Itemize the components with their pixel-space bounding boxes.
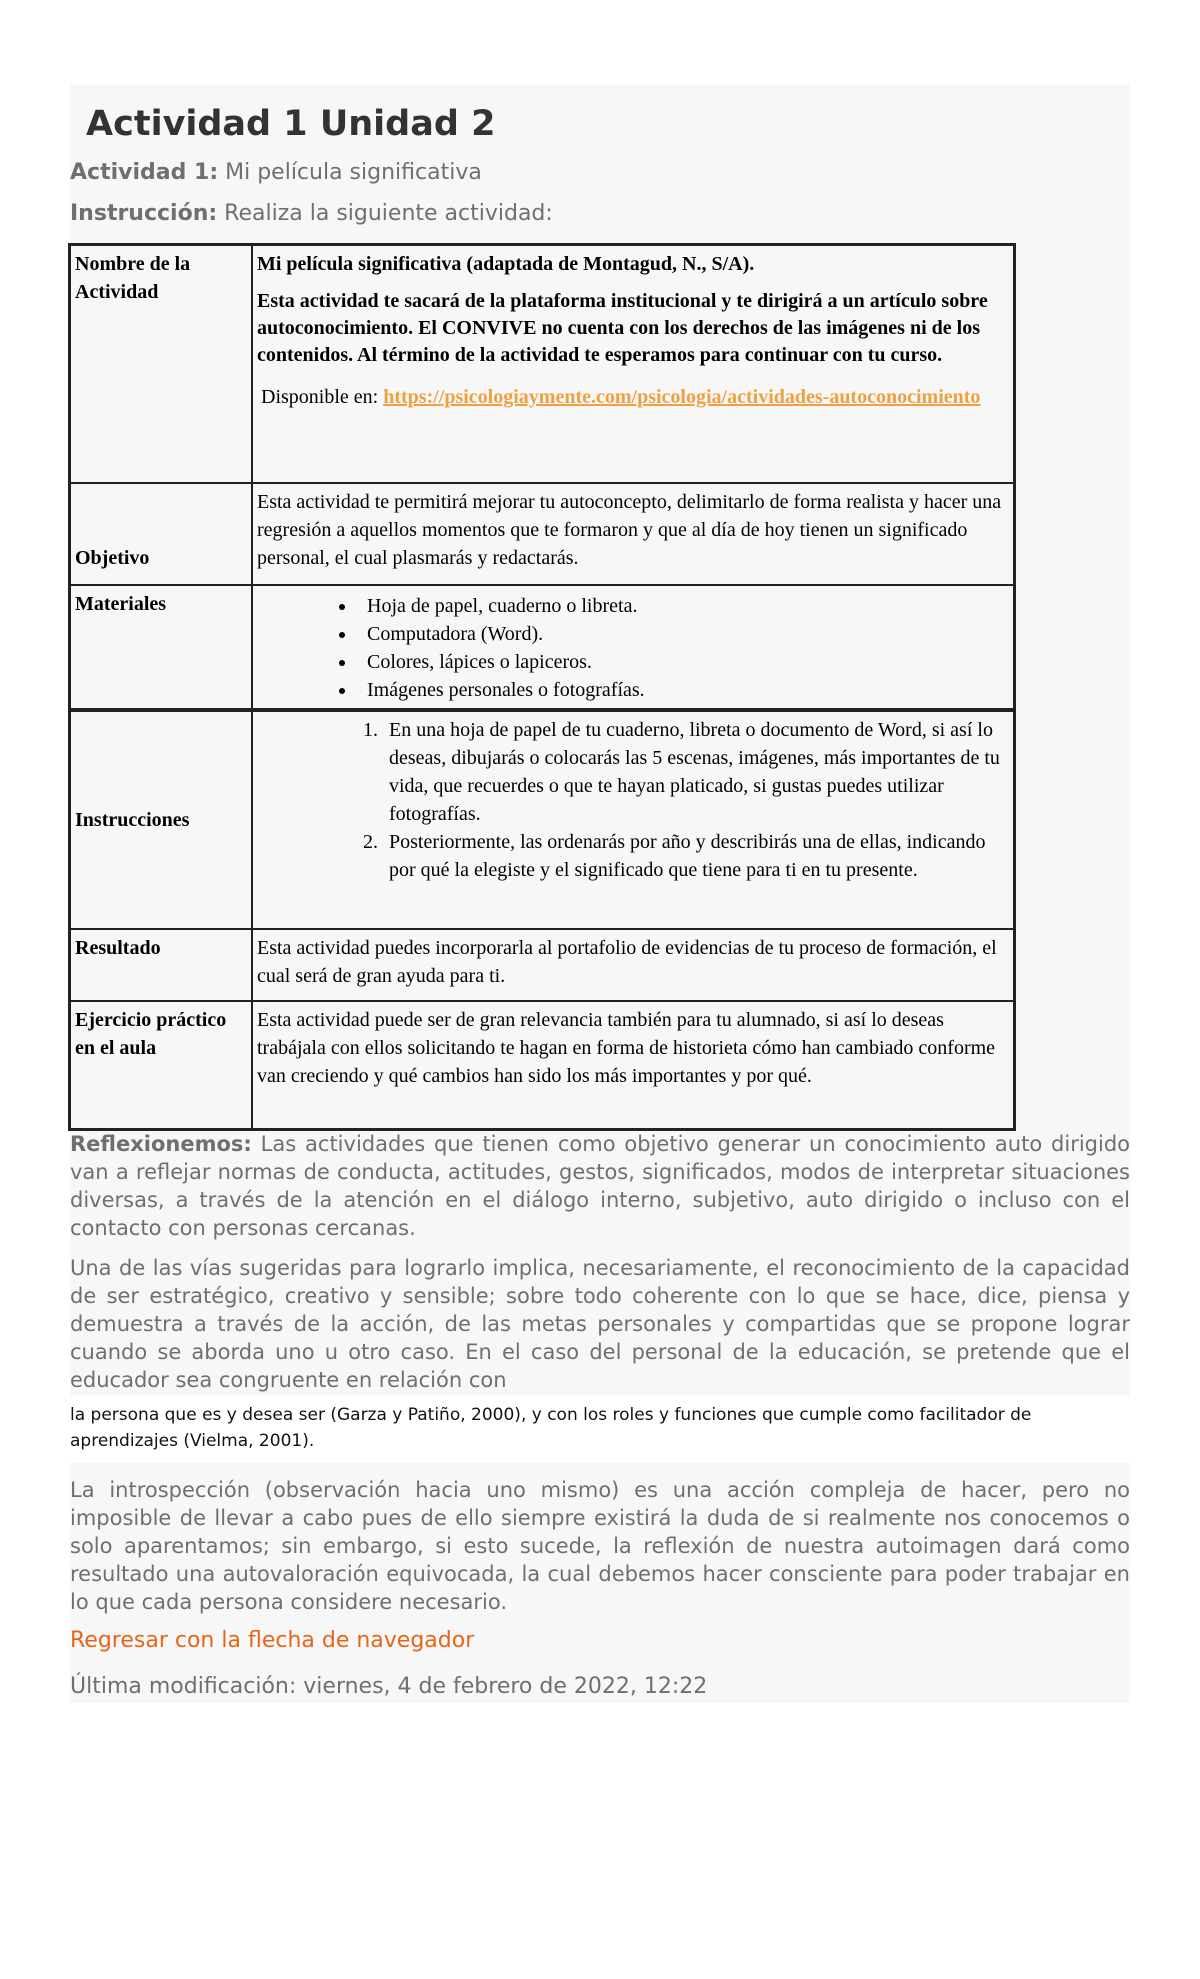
- list-item: • Hoja de papel, cuaderno o libreta.: [357, 592, 1009, 620]
- instruction-value: Realiza la siguiente actividad:: [217, 201, 553, 226]
- activity-line: [70, 158, 482, 188]
- objective-label: Objetivo: [70, 483, 253, 585]
- materials-cell: [252, 585, 1015, 710]
- reflection-label: Reflexionemos:: [70, 1132, 252, 1156]
- result-label: Resultado: [70, 929, 253, 1001]
- exercise-text: Esta actividad puede ser de gran relevancia también para tu alumnado, si así lo deseas trabájala con ellos solicitando te hagan en forma de historieta cómo han cambiado conforme van creciendo y qué cambios han sido los más importantes y por qué.: [252, 1001, 1015, 1130]
- result-text: Esta actividad puedes incorporarla al portafolio de evidencias de tu proceso de formación, el cual será de gran ayuda para ti.: [252, 929, 1015, 1001]
- instruction-line: [70, 199, 553, 229]
- activity-value: Mi película significativa: [218, 160, 482, 185]
- instruction-label: Instrucción:: [70, 201, 218, 226]
- objective-text: Esta actividad te permitirá mejorar tu autoconcepto, delimitarlo de forma realista y hacer una regresión a aquellos momentos que te formaron y que al día de hoy tienen un significado personal, el cual plasmarás y redactarás.: [252, 483, 1015, 585]
- table-row-name: [70, 245, 1015, 484]
- list-item: • Computadora (Word).: [357, 620, 1009, 648]
- table-row-materials: [70, 585, 1015, 710]
- available-line: [261, 383, 1009, 411]
- instructions-list: [257, 716, 1009, 884]
- instructions-label: Instrucciones: [70, 710, 253, 929]
- table-row-result: [70, 929, 1015, 1001]
- table-row-instructions: [70, 710, 1015, 929]
- reflection-paragraph-2: Una de las vías sugeridas para lograrlo implica, necesariamente, el reconocimiento de la capacidad de ser estratégico, creativo y sensible; sobre todo coherente con lo que se hace, dice, piensa y demuestra a través de la acción, de las metas personales y compartidas que se propone lograr cuando se aborda uno u otro caso. En el caso del personal de la educación, se pretende que el educador sea congruente en relación con: [70, 1256, 1130, 1392]
- reflection-text-1: Las actividades que tienen como objetivo generar un conocimiento auto dirigido van a reflejar normas de conducta, actitudes, gestos, significados, modos de interpretar situaciones diversas, a través de la atención en el diálogo interno, subjetivo, auto dirigido o incluso con el contacto con personas cercanas.: [70, 1132, 1130, 1240]
- table-row-objective: [70, 483, 1015, 585]
- list-item: 1. En una hoja de papel de tu cuaderno, libreta o documento de Word, si así lo deseas, dibujarás o colocarás las 5 escenas, imágenes, más importantes de tu vida, que recuerdes o que te hayan platicado, si gustas puedes utilizar fotografías.: [383, 716, 1009, 828]
- activity-name: Mi película significativa (adaptada de Montagud, N., S/A).: [257, 253, 755, 275]
- activity-label: Actividad 1:: [70, 160, 219, 185]
- page-title: Actividad 1 Unidad 2: [86, 104, 496, 144]
- reflection-paragraph-3: la persona que es y desea ser (Garza y Patiño, 2000), y con los roles y funciones que cumple como facilitador de aprendizajes (Vielma, 2001).: [70, 1402, 1070, 1454]
- reflection-paragraph-4: La introspección (observación hacia uno mismo) es una acción compleja de hacer, pero no imposible de llevar a cabo pues de ello siempre existirá la duda de si realmente nos conocemos o solo aparentamos; sin embargo, si esto sucede, la reflexión de nuestra autoimagen dará como resultado una autovaloración equivocada, la cual debemos hacer consciente para poder trabajar en lo que cada persona considere necesario.: [70, 1478, 1130, 1614]
- materials-label: Materiales: [70, 585, 253, 710]
- name-label: Nombre de la Actividad: [70, 245, 253, 484]
- name-cell: [252, 245, 1015, 484]
- reflection-paragraph-1: [70, 1130, 1130, 1242]
- materials-list: [257, 592, 1009, 704]
- instructions-cell: [252, 710, 1015, 929]
- back-link[interactable]: Regresar con la flecha de navegador: [70, 1628, 475, 1653]
- activity-note: Esta actividad te sacará de la plataforma institucional y te dirigirá a un artículo sobre autoconocimiento. El CONVIVE no cuenta con los derechos de las imágenes ni de los contenidos. Al término de la actividad te esperamos para continuar con tu curso.: [257, 290, 988, 366]
- table-row-exercise: [70, 1001, 1015, 1130]
- exercise-label: Ejercicio práctico en el aula: [70, 1001, 253, 1130]
- last-modified: Última modificación: viernes, 4 de febrero de 2022, 12:22: [70, 1674, 708, 1699]
- list-item: 2. Posteriormente, las ordenarás por año y describirás una de ellas, indicando por qué la elegiste y el significado que tiene para ti en tu presente.: [383, 828, 1009, 884]
- activity-table: [68, 243, 1016, 1131]
- article-link[interactable]: https://psicologiaymente.com/psicologia/actividades-autoconocimiento: [383, 386, 981, 408]
- available-label: Disponible en:: [261, 386, 384, 408]
- list-item: • Imágenes personales o fotografías.: [357, 676, 1009, 704]
- list-item: • Colores, lápices o lapiceros.: [357, 648, 1009, 676]
